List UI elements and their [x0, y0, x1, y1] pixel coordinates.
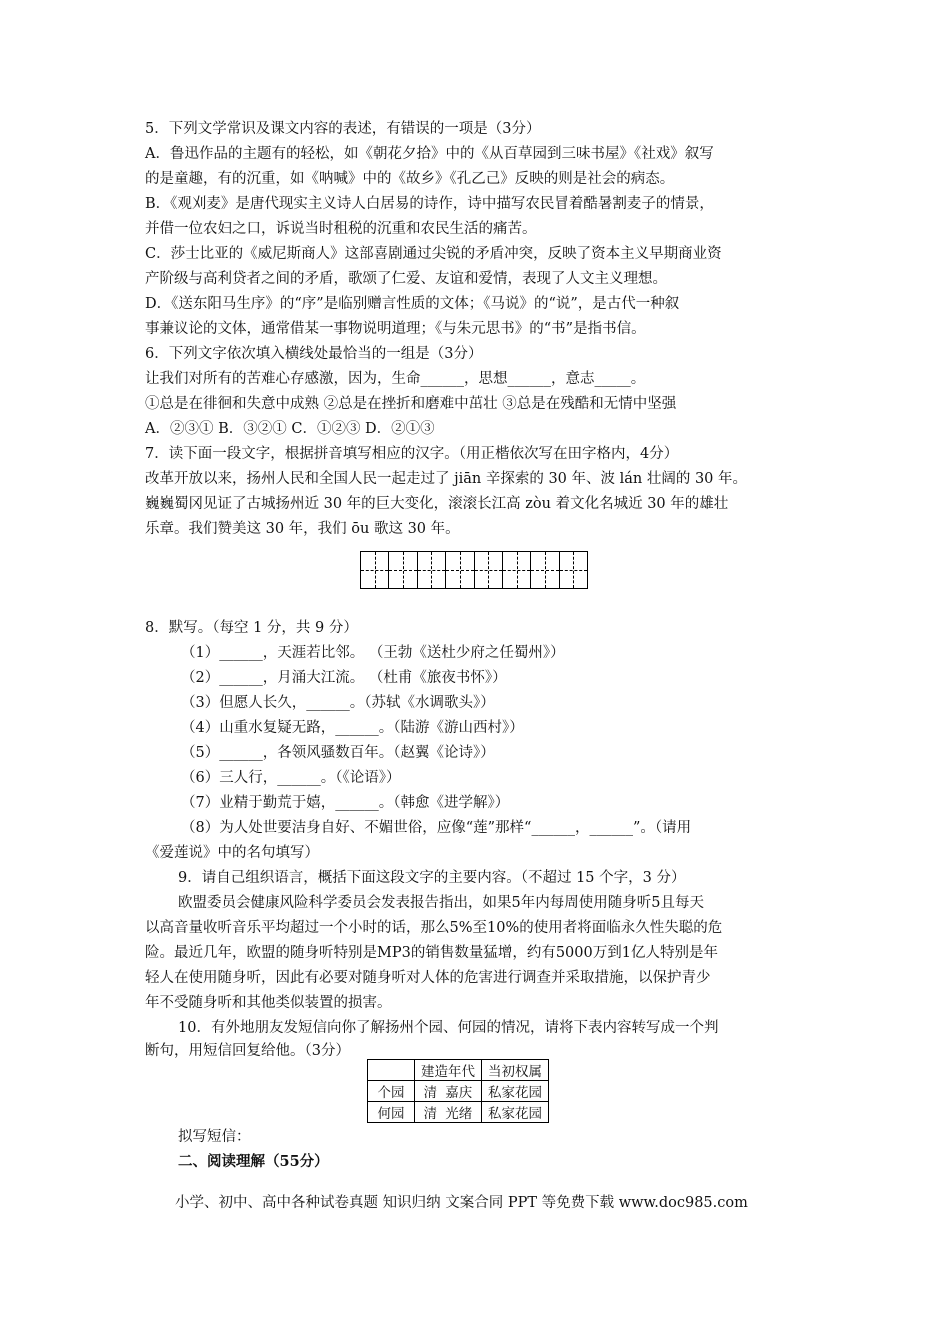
q5-option-c-line1: C．莎士比亚的《威尼斯商人》这部喜剧通过尖锐的矛盾冲突，反映了资本主义早期商业资	[145, 246, 722, 262]
q7-passage-line3: 乐章。我们赞美这 30 年，我们 ōu 歌这 30 年。	[145, 521, 460, 537]
garden-info-table	[367, 1059, 549, 1123]
grid-cell[interactable]	[361, 552, 388, 588]
q9-passage-line5: 年不受随身听和其他类似装置的损害。	[145, 995, 392, 1011]
table-cell: 清 嘉庆	[415, 1081, 482, 1102]
q9-passage-line3: 险。最近几年，欧盟的随身听特别是MP3的销售数量猛增，约有5000万到1亿人特别是年	[145, 945, 718, 961]
q6-stem: 6．下列文字依次填入横线处最恰当的一组是（3分）	[145, 346, 483, 362]
tianzige-grid[interactable]	[360, 551, 588, 589]
grid-cell[interactable]	[388, 552, 416, 588]
q10-stem-line2: 断句，用短信回复给他。（3分）	[145, 1043, 350, 1059]
q5-option-d-line1: D．《送东阳马生序》的“序”是临别赠言性质的文体；《马说》的“说”，是古代一种叙	[145, 296, 680, 312]
q8-item-7: （7）业精于勤荒于嬉，______。（韩愈《进学解》）	[181, 795, 510, 811]
table-cell: 私家花园	[482, 1102, 549, 1123]
q5-option-a-line2: 的是童趣，有的沉重，如《呐喊》中的《故乡》《孔乙己》反映的则是社会的病态。	[145, 171, 675, 187]
grid-cell[interactable]	[502, 552, 530, 588]
grid-cell[interactable]	[445, 552, 473, 588]
q8-stem: 8．默写。（每空 1 分，共 9 分）	[145, 620, 358, 636]
table-cell: 个园	[368, 1081, 415, 1102]
q10-stem-line1: 10．有外地朋友发短信向你了解扬州个园、何园的情况，请将下表内容转写成一个判	[178, 1020, 719, 1036]
q9-passage-line2: 以高音量收听音乐平均超过一个小时的话，那么5%至10%的使用者将面临永久性失聪的危	[145, 920, 723, 936]
table-cell: 何园	[368, 1102, 415, 1123]
table-cell: 私家花园	[482, 1081, 549, 1102]
q5-option-c-line2: 产阶级与高利贷者之间的矛盾，歌颂了仁爱、友谊和爱情，表现了人文主义理想。	[145, 271, 667, 287]
footer-ad[interactable]: 小学、初中、高中各种试卷真题 知识归纳 文案合同 PPT 等免费下载 www.doc985.com	[175, 1195, 748, 1211]
q7-stem: 7．读下面一段文字，根据拼音填写相应的汉字。（用正楷依次写在田字格内，4分）	[145, 446, 679, 462]
grid-cell[interactable]	[530, 552, 558, 588]
table-row	[368, 1081, 549, 1102]
q8-item-3: （3）但愿人长久，______。（苏轼《水调歌头》）	[181, 695, 495, 711]
q5-option-a-line1: A．鲁迅作品的主题有的轻松，如《朝花夕拾》中的《从百草园到三味书屋》《社戏》叙写	[145, 146, 714, 162]
q5-stem: 5．下列文学常识及课文内容的表述，有错误的一项是（3分）	[145, 121, 541, 137]
q8-item-4: （4）山重水复疑无路，______。（陆游《游山西村》）	[181, 720, 524, 736]
q8-item-2: （2）______，月涌大江流。 （杜甫《旅夜书怀》）	[181, 670, 507, 686]
q8-item-5: （5）______，各领风骚数百年。（赵翼《论诗》）	[181, 745, 495, 761]
q7-passage-line1: 改革开放以来，扬州人民和全国人民一起走过了 jiān 辛探索的 30 年、波 lán 壮阔的 30 年。	[145, 471, 748, 487]
q5-option-b-line2: 并借一位农妇之口，诉说当时租税的沉重和农民生活的痛苦。	[145, 221, 537, 237]
table-cell: 清 光绪	[415, 1102, 482, 1123]
q10-draft-label: 拟写短信：	[178, 1129, 251, 1145]
q6-sentence: 让我们对所有的苦难心存感激，因为，生命______，思想______，意志_____。	[145, 371, 646, 387]
q8-item-8: （8）为人处世要洁身自好、不媚世俗，应像“莲”那样“______，______”。（请用	[181, 820, 692, 836]
section-2-heading: 二、阅读理解（55分）	[178, 1153, 329, 1170]
q8-item-6: （6）三人行，______。（《论语》）	[181, 770, 401, 786]
q9-passage-line1: 欧盟委员会健康风险科学委员会发表报告指出，如果5年内每周使用随身听5且每天	[178, 895, 704, 911]
q9-passage-line4: 轻人在使用随身听，因此有必要对随身听对人体的危害进行调查并采取措施，以保护青少	[145, 970, 711, 986]
table-header-cell: 当初权属	[482, 1060, 549, 1081]
table-header-row	[368, 1060, 549, 1081]
q7-passage-line2: 巍巍蜀冈见证了古城扬州近 30 年的巨大变化，滚滚长江高 zòu 着文化名城近 30 年的雄壮	[145, 496, 729, 512]
grid-cell[interactable]	[559, 552, 587, 588]
q6-items: ①总是在徘徊和失意中成熟 ②总是在挫折和磨难中茁壮 ③总是在残酷和无情中坚强	[145, 396, 677, 412]
table-header-cell: 建造年代	[415, 1060, 482, 1081]
q5-option-d-line2: 事兼议论的文体，通常借某一事物说明道理；《与朱元思书》的“书”是指书信。	[145, 321, 646, 337]
q8-item-1: （1）______，天涯若比邻。 （王勃《送杜少府之任蜀州》）	[181, 645, 565, 661]
q6-options: A．②③① B．③②① C．①②③ D．②①③	[145, 421, 435, 437]
q8-item-8-continued: 《爱莲说》中的名句填写）	[145, 845, 319, 861]
table-row	[368, 1102, 549, 1123]
q9-stem: 9．请自己组织语言，概括下面这段文字的主要内容。（不超过 15 个字，3 分）	[178, 870, 686, 886]
table-header-cell	[368, 1060, 415, 1081]
grid-cell[interactable]	[417, 552, 445, 588]
q5-option-b-line1: B．《观刈麦》是唐代现实主义诗人白居易的诗作，诗中描写农民冒着酷暑割麦子的情景，	[145, 196, 714, 212]
grid-cell[interactable]	[474, 552, 502, 588]
